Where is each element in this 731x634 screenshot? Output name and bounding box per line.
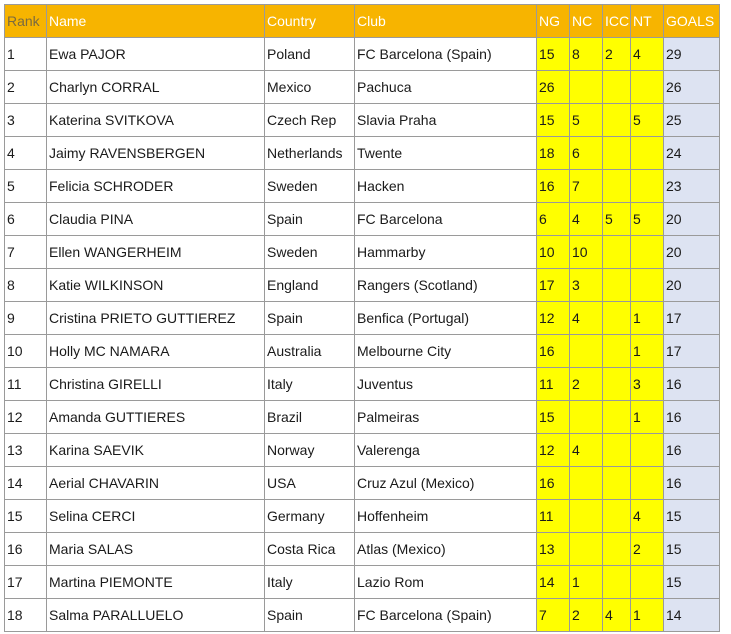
cell-icc xyxy=(603,467,631,500)
header-goals: GOALS xyxy=(664,5,720,38)
cell-goals: 14 xyxy=(664,599,720,632)
cell-rank: 13 xyxy=(5,434,47,467)
cell-icc: 2 xyxy=(603,38,631,71)
cell-goals: 23 xyxy=(664,170,720,203)
table-row xyxy=(5,203,720,236)
cell-icc xyxy=(603,401,631,434)
cell-country: Mexico xyxy=(265,71,355,104)
cell-name: Martina PIEMONTE xyxy=(47,566,265,599)
cell-goals: 15 xyxy=(664,533,720,566)
header-name: Name xyxy=(47,5,265,38)
cell-nt xyxy=(631,566,664,599)
cell-club: FC Barcelona (Spain) xyxy=(355,599,537,632)
cell-goals: 15 xyxy=(664,566,720,599)
cell-nc: 2 xyxy=(570,599,603,632)
cell-nt: 4 xyxy=(631,500,664,533)
cell-ng: 11 xyxy=(537,500,570,533)
cell-goals: 16 xyxy=(664,368,720,401)
cell-icc xyxy=(603,104,631,137)
cell-nc xyxy=(570,71,603,104)
cell-rank: 4 xyxy=(5,137,47,170)
cell-rank: 5 xyxy=(5,170,47,203)
cell-club: Lazio Rom xyxy=(355,566,537,599)
cell-country: Spain xyxy=(265,599,355,632)
cell-name: Ellen WANGERHEIM xyxy=(47,236,265,269)
cell-rank: 8 xyxy=(5,269,47,302)
table-body xyxy=(5,38,720,632)
cell-name: Cristina PRIETO GUTTIEREZ xyxy=(47,302,265,335)
cell-ng: 13 xyxy=(537,533,570,566)
cell-club: Hacken xyxy=(355,170,537,203)
cell-nt: 1 xyxy=(631,401,664,434)
cell-club: Valerenga xyxy=(355,434,537,467)
cell-ng: 15 xyxy=(537,38,570,71)
cell-country: England xyxy=(265,269,355,302)
table-row xyxy=(5,137,720,170)
table-row xyxy=(5,71,720,104)
cell-icc xyxy=(603,434,631,467)
cell-nc: 4 xyxy=(570,203,603,236)
cell-nc: 2 xyxy=(570,368,603,401)
cell-country: Spain xyxy=(265,203,355,236)
cell-nt: 3 xyxy=(631,368,664,401)
cell-icc xyxy=(603,533,631,566)
cell-goals: 17 xyxy=(664,302,720,335)
cell-rank: 10 xyxy=(5,335,47,368)
cell-nt: 2 xyxy=(631,533,664,566)
cell-nc: 10 xyxy=(570,236,603,269)
cell-nt: 4 xyxy=(631,38,664,71)
cell-country: Australia xyxy=(265,335,355,368)
cell-name: Holly MC NAMARA xyxy=(47,335,265,368)
cell-goals: 24 xyxy=(664,137,720,170)
cell-rank: 1 xyxy=(5,38,47,71)
table-row xyxy=(5,566,720,599)
cell-ng: 16 xyxy=(537,170,570,203)
cell-name: Charlyn CORRAL xyxy=(47,71,265,104)
cell-club: Palmeiras xyxy=(355,401,537,434)
cell-icc xyxy=(603,302,631,335)
cell-nt: 1 xyxy=(631,335,664,368)
cell-ng: 16 xyxy=(537,335,570,368)
table-row xyxy=(5,533,720,566)
table-row xyxy=(5,500,720,533)
cell-name: Katerina SVITKOVA xyxy=(47,104,265,137)
cell-name: Aerial CHAVARIN xyxy=(47,467,265,500)
cell-goals: 17 xyxy=(664,335,720,368)
cell-country: Spain xyxy=(265,302,355,335)
cell-club: Hammarby xyxy=(355,236,537,269)
cell-goals: 20 xyxy=(664,236,720,269)
cell-goals: 20 xyxy=(664,269,720,302)
cell-icc xyxy=(603,236,631,269)
cell-ng: 16 xyxy=(537,467,570,500)
top-scorers-table xyxy=(4,4,720,632)
cell-nc: 4 xyxy=(570,302,603,335)
cell-country: Costa Rica xyxy=(265,533,355,566)
cell-nt: 5 xyxy=(631,203,664,236)
cell-nc xyxy=(570,335,603,368)
table-row xyxy=(5,302,720,335)
cell-country: Sweden xyxy=(265,170,355,203)
cell-club: Slavia Praha xyxy=(355,104,537,137)
cell-ng: 7 xyxy=(537,599,570,632)
cell-nt xyxy=(631,71,664,104)
cell-name: Katie WILKINSON xyxy=(47,269,265,302)
cell-nc: 6 xyxy=(570,137,603,170)
table-row xyxy=(5,236,720,269)
cell-goals: 16 xyxy=(664,401,720,434)
cell-ng: 11 xyxy=(537,368,570,401)
cell-club: Atlas (Mexico) xyxy=(355,533,537,566)
cell-nt xyxy=(631,467,664,500)
table-row xyxy=(5,401,720,434)
cell-nc: 7 xyxy=(570,170,603,203)
header-country: Country xyxy=(265,5,355,38)
cell-rank: 11 xyxy=(5,368,47,401)
cell-ng: 14 xyxy=(537,566,570,599)
cell-country: Brazil xyxy=(265,401,355,434)
cell-ng: 12 xyxy=(537,434,570,467)
header-club: Club xyxy=(355,5,537,38)
cell-nt: 1 xyxy=(631,302,664,335)
header-row xyxy=(5,5,720,38)
cell-rank: 16 xyxy=(5,533,47,566)
cell-icc xyxy=(603,368,631,401)
cell-rank: 6 xyxy=(5,203,47,236)
cell-nc xyxy=(570,401,603,434)
cell-country: Poland xyxy=(265,38,355,71)
cell-rank: 2 xyxy=(5,71,47,104)
cell-icc xyxy=(603,71,631,104)
cell-rank: 7 xyxy=(5,236,47,269)
cell-nt: 5 xyxy=(631,104,664,137)
cell-nc: 3 xyxy=(570,269,603,302)
cell-name: Selina CERCI xyxy=(47,500,265,533)
cell-name: Claudia PINA xyxy=(47,203,265,236)
cell-icc xyxy=(603,137,631,170)
cell-rank: 18 xyxy=(5,599,47,632)
cell-nc: 1 xyxy=(570,566,603,599)
cell-country: Italy xyxy=(265,368,355,401)
cell-ng: 6 xyxy=(537,203,570,236)
cell-name: Felicia SCHRODER xyxy=(47,170,265,203)
cell-rank: 14 xyxy=(5,467,47,500)
cell-club: Benfica (Portugal) xyxy=(355,302,537,335)
cell-nc: 5 xyxy=(570,104,603,137)
header-nt: NT xyxy=(631,5,664,38)
cell-nc: 4 xyxy=(570,434,603,467)
cell-club: Cruz Azul (Mexico) xyxy=(355,467,537,500)
cell-ng: 26 xyxy=(537,71,570,104)
cell-club: Twente xyxy=(355,137,537,170)
cell-country: Czech Rep xyxy=(265,104,355,137)
cell-country: Italy xyxy=(265,566,355,599)
cell-country: Sweden xyxy=(265,236,355,269)
cell-goals: 25 xyxy=(664,104,720,137)
cell-ng: 12 xyxy=(537,302,570,335)
cell-club: Hoffenheim xyxy=(355,500,537,533)
header-ng: NG xyxy=(537,5,570,38)
cell-ng: 17 xyxy=(537,269,570,302)
cell-club: Pachuca xyxy=(355,71,537,104)
cell-icc xyxy=(603,269,631,302)
cell-country: Germany xyxy=(265,500,355,533)
table-row xyxy=(5,434,720,467)
table-row xyxy=(5,599,720,632)
cell-nt xyxy=(631,137,664,170)
header-rank: Rank xyxy=(5,5,47,38)
cell-nc: 8 xyxy=(570,38,603,71)
table-row xyxy=(5,467,720,500)
cell-goals: 15 xyxy=(664,500,720,533)
cell-club: FC Barcelona xyxy=(355,203,537,236)
cell-nt xyxy=(631,236,664,269)
cell-ng: 18 xyxy=(537,137,570,170)
cell-goals: 16 xyxy=(664,467,720,500)
cell-club: FC Barcelona (Spain) xyxy=(355,38,537,71)
cell-name: Salma PARALLUELO xyxy=(47,599,265,632)
cell-name: Christina GIRELLI xyxy=(47,368,265,401)
cell-name: Karina SAEVIK xyxy=(47,434,265,467)
cell-icc xyxy=(603,335,631,368)
header-icc: ICC xyxy=(603,5,631,38)
cell-icc xyxy=(603,566,631,599)
cell-ng: 15 xyxy=(537,104,570,137)
cell-nc xyxy=(570,533,603,566)
cell-goals: 26 xyxy=(664,71,720,104)
cell-nt xyxy=(631,170,664,203)
cell-goals: 20 xyxy=(664,203,720,236)
cell-club: Melbourne City xyxy=(355,335,537,368)
cell-name: Amanda GUTTIERES xyxy=(47,401,265,434)
cell-country: USA xyxy=(265,467,355,500)
cell-icc: 4 xyxy=(603,599,631,632)
table-header xyxy=(5,5,720,38)
cell-icc xyxy=(603,170,631,203)
cell-ng: 10 xyxy=(537,236,570,269)
cell-rank: 9 xyxy=(5,302,47,335)
table-row xyxy=(5,269,720,302)
cell-nt xyxy=(631,269,664,302)
cell-goals: 16 xyxy=(664,434,720,467)
cell-club: Rangers (Scotland) xyxy=(355,269,537,302)
table-row xyxy=(5,335,720,368)
cell-country: Netherlands xyxy=(265,137,355,170)
cell-name: Jaimy RAVENSBERGEN xyxy=(47,137,265,170)
cell-nt: 1 xyxy=(631,599,664,632)
cell-rank: 3 xyxy=(5,104,47,137)
table-container xyxy=(4,4,720,632)
header-nc: NC xyxy=(570,5,603,38)
cell-ng: 15 xyxy=(537,401,570,434)
table-row xyxy=(5,170,720,203)
cell-rank: 15 xyxy=(5,500,47,533)
cell-rank: 17 xyxy=(5,566,47,599)
table-row xyxy=(5,368,720,401)
cell-icc: 5 xyxy=(603,203,631,236)
cell-goals: 29 xyxy=(664,38,720,71)
cell-name: Ewa PAJOR xyxy=(47,38,265,71)
cell-nc xyxy=(570,500,603,533)
table-row xyxy=(5,104,720,137)
cell-country: Norway xyxy=(265,434,355,467)
cell-icc xyxy=(603,500,631,533)
cell-nt xyxy=(631,434,664,467)
cell-rank: 12 xyxy=(5,401,47,434)
table-row xyxy=(5,38,720,71)
cell-club: Juventus xyxy=(355,368,537,401)
cell-name: Maria SALAS xyxy=(47,533,265,566)
cell-nc xyxy=(570,467,603,500)
